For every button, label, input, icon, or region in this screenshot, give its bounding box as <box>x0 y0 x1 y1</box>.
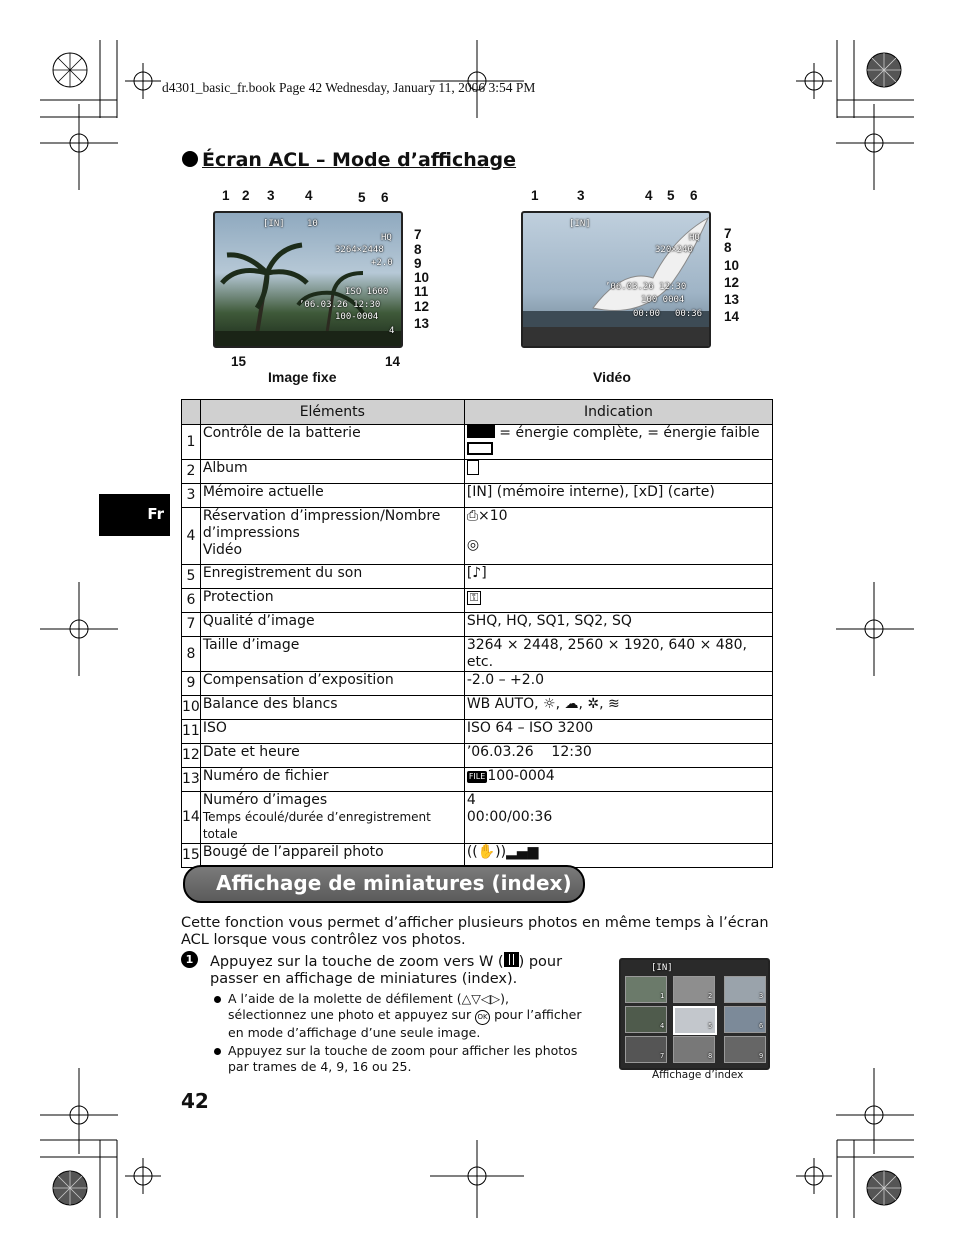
file-icon: FILE <box>468 772 486 781</box>
callout: 3 <box>577 188 585 203</box>
display-elements-table <box>181 399 773 868</box>
sound-record-icon: [♪] <box>466 565 487 581</box>
table-row: 7 Qualité d’image SHQ, HQ, SQ1, SQ2, SQ <box>182 613 773 637</box>
video-quality-osd: HQ <box>689 233 700 243</box>
callout: 4 <box>645 188 653 203</box>
language-tab: Fr <box>99 494 170 536</box>
table-row: 5 Enregistrement du son [♪] <box>182 565 773 589</box>
still-image-lcd <box>213 211 403 348</box>
callout: 14 <box>724 309 740 324</box>
book-header-line: d4301_basic_fr.book Page 42 Wednesday, January 11, 2006 3:54 PM <box>162 80 536 95</box>
table-header: Indication <box>464 400 772 425</box>
table-row: 13 Numéro de fichier FILE 100-0004 <box>182 768 773 792</box>
table-row: 4 Réservation d’impression/Nombre d’impressions Vidéo ⎙×10 ◎ <box>182 508 773 565</box>
video-elapsed-osd: 00:00 <box>633 309 661 319</box>
callout: 14 <box>385 354 401 369</box>
table-row: 11 ISO ISO 64 – ISO 3200 <box>182 720 773 744</box>
table-row: 1 Contrôle de la batterie = énergie complète, = énergie faible <box>182 425 773 460</box>
index-display-lcd: [IN] 1 2 3 4 5 6 7 8 9 <box>619 958 770 1070</box>
movie-icon: ◎ <box>466 537 480 553</box>
still-count-osd: 4 <box>389 326 395 336</box>
callout: 2 <box>242 188 250 203</box>
tungsten-icon: ✲ <box>587 696 600 712</box>
table-row: 15 Bougé de l’appareil photo ((✋))▂▄▆ <box>182 844 773 868</box>
video-total-osd: 00:36 <box>675 309 703 319</box>
table-row: 6 Protection ⚿ <box>182 589 773 613</box>
sunny-icon: ☼ <box>543 696 556 712</box>
video-file-osd: 100 0004 <box>641 295 685 305</box>
callout: 10 <box>414 270 430 285</box>
still-quality-osd: HQ <box>381 233 392 243</box>
bullet-icon <box>182 151 198 167</box>
callout: 1 <box>531 188 539 203</box>
callout: 7 <box>414 227 422 242</box>
table-row: 9 Compensation d’exposition -2.0 – +2.0 <box>182 672 773 696</box>
step-number: 1 <box>181 951 198 968</box>
palm-tree-photo <box>215 213 401 346</box>
protect-key-icon: ⚿ <box>467 591 481 605</box>
callout: 1 <box>222 188 230 203</box>
callout: 4 <box>305 188 313 203</box>
bullet-item: A l’aide de la molette de défilement (△▽◁▷), sélectionnez une photo et appuyez sur OK pour l’afficher en mode d’affichage d’une seule image. <box>228 991 582 1040</box>
callout: 3 <box>267 188 275 203</box>
video-datetime-osd: ’06.03.26 12:30 <box>605 282 687 292</box>
table-header: Eléments <box>200 400 464 425</box>
still-exposure-osd: +2.0 <box>371 258 393 268</box>
callout: 12 <box>724 275 740 290</box>
step-text-line2: passer en affichage de miniatures (index). <box>210 971 518 987</box>
intro-paragraph: Cette fonction vous permet d’afficher plusieurs photos en même temps à l’écran ACL lorsque vous contrôlez vos photos. <box>181 915 769 948</box>
still-size-osd: 3264×2448 <box>335 245 384 255</box>
camera-shake-icon: ((✋))▂▄▆ <box>466 844 539 860</box>
callout: 5 <box>358 190 366 205</box>
table-row: 2 Album <box>182 460 773 484</box>
fluorescent-icon: ≋ <box>608 696 620 712</box>
video-memory-osd: [IN] <box>569 219 591 229</box>
section-banner: Affichage de miniatures (index) <box>183 865 585 903</box>
step-text-line1: Appuyez sur la touche de zoom vers W ( ) pour <box>210 954 563 970</box>
still-file-osd: 100-0004 <box>335 312 379 322</box>
bullet-item: Appuyez sur la touche de zoom pour afficher les photos par trames de 4, 9, 16 ou 25. <box>228 1043 578 1074</box>
still-iso-osd: ISO 1600 <box>345 287 389 297</box>
ok-button-icon: OK <box>475 1010 490 1025</box>
still-prints-osd: 10 <box>307 219 318 229</box>
table-row: 8 Taille d’image 3264 × 2448, 2560 × 1920, 640 × 480, etc. <box>182 637 773 672</box>
callout: 10 <box>724 258 740 273</box>
callout: 9 <box>414 256 422 271</box>
cloudy-icon: ☁ <box>564 696 579 712</box>
callout: 6 <box>381 190 389 205</box>
table-row: 3 Mémoire actuelle [IN] (mémoire interne), [xD] (carte) <box>182 484 773 508</box>
index-zoom-icon <box>504 952 519 967</box>
callout: 12 <box>414 299 430 314</box>
section-title: Écran ACL – Mode d’affichage <box>182 149 516 171</box>
page-number: 42 <box>181 1089 209 1113</box>
battery-low-icon <box>467 442 493 455</box>
table-row: 14 Numéro d’images Temps écoulé/durée d’enregistrement totale 4 00:00/00:36 <box>182 792 773 844</box>
still-datetime-osd: ’06.03.26 12:30 <box>299 300 381 310</box>
callout: 5 <box>667 188 675 203</box>
callout: 6 <box>690 188 698 203</box>
video-caption: Vidéo <box>593 369 631 385</box>
seagull-photo <box>523 213 709 346</box>
callout: 15 <box>231 354 247 369</box>
table-row: 12 Date et heure ’06.03.26 12:30 <box>182 744 773 768</box>
callout: 11 <box>414 284 429 299</box>
print-reservation-icon: ⎙ <box>466 508 479 524</box>
table-row: 10 Balance des blancs WB AUTO, ☼, ☁, ✲, ≋ <box>182 696 773 720</box>
callout: 8 <box>724 240 732 255</box>
arrow-pad-icon: △▽◁▷ <box>461 991 501 1006</box>
still-caption: Image fixe <box>268 369 337 385</box>
album-icon <box>467 460 479 475</box>
battery-full-icon <box>467 425 495 438</box>
callout: 13 <box>414 316 430 331</box>
callout: 8 <box>414 242 422 257</box>
video-size-osd: 320×240 <box>655 245 693 255</box>
index-caption: Affichage d’index <box>652 1069 744 1081</box>
still-memory-osd: [IN] <box>263 219 285 229</box>
video-lcd <box>521 211 711 348</box>
index-memory-osd: [IN] <box>651 963 673 973</box>
callout: 7 <box>724 226 732 241</box>
callout: 13 <box>724 292 740 307</box>
